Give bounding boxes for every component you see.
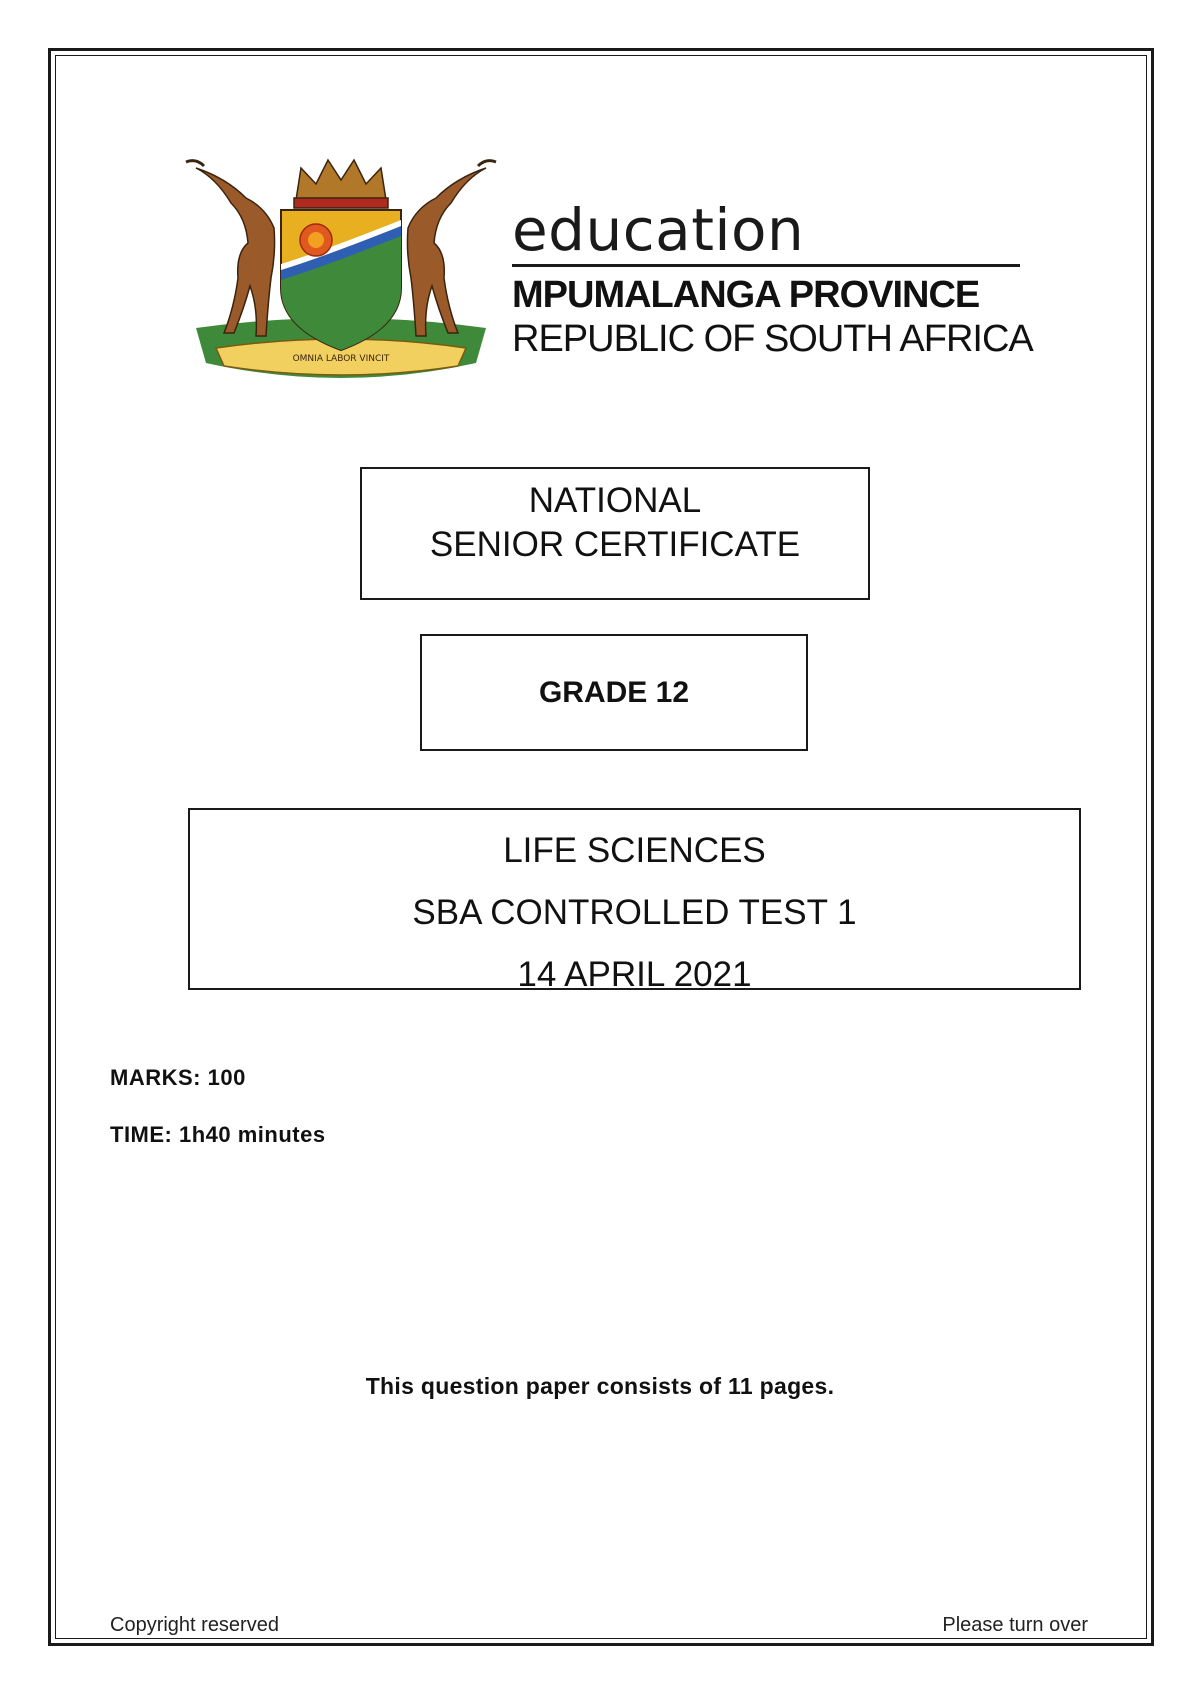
time-label: TIME: 1h40 minutes	[110, 1122, 326, 1147]
certificate-line-2: SENIOR CERTIFICATE	[429, 525, 801, 564]
test-name: SBA CONTROLLED TEST 1	[412, 893, 857, 932]
page-count-note: This question paper consists of 11 pages.	[365, 1373, 835, 1399]
brand-education-word: education	[512, 196, 805, 264]
turn-over-footer: Please turn over	[942, 1614, 1088, 1636]
certificate-line-1: NATIONAL	[528, 481, 702, 520]
mpumalanga-coat-of-arms-icon	[176, 158, 506, 396]
svg-text:OMNIA LABOR VINCIT: OMNIA LABOR VINCIT	[292, 354, 390, 364]
brand-divider	[512, 264, 1020, 267]
grade-box	[420, 634, 808, 751]
grade-label: GRADE 12	[538, 676, 690, 709]
copyright-footer: Copyright reserved	[110, 1614, 279, 1636]
department-brand	[512, 196, 1033, 361]
subject-box	[188, 808, 1081, 994]
test-date: 14 APRIL 2021	[517, 955, 752, 994]
marks-label: MARKS: 100	[110, 1065, 246, 1090]
brand-province: MPUMALANGA PROVINCE	[512, 274, 980, 316]
certificate-box	[360, 467, 870, 600]
subject-name: LIFE SCIENCES	[503, 831, 766, 870]
brand-country: REPUBLIC OF SOUTH AFRICA	[512, 318, 1033, 360]
